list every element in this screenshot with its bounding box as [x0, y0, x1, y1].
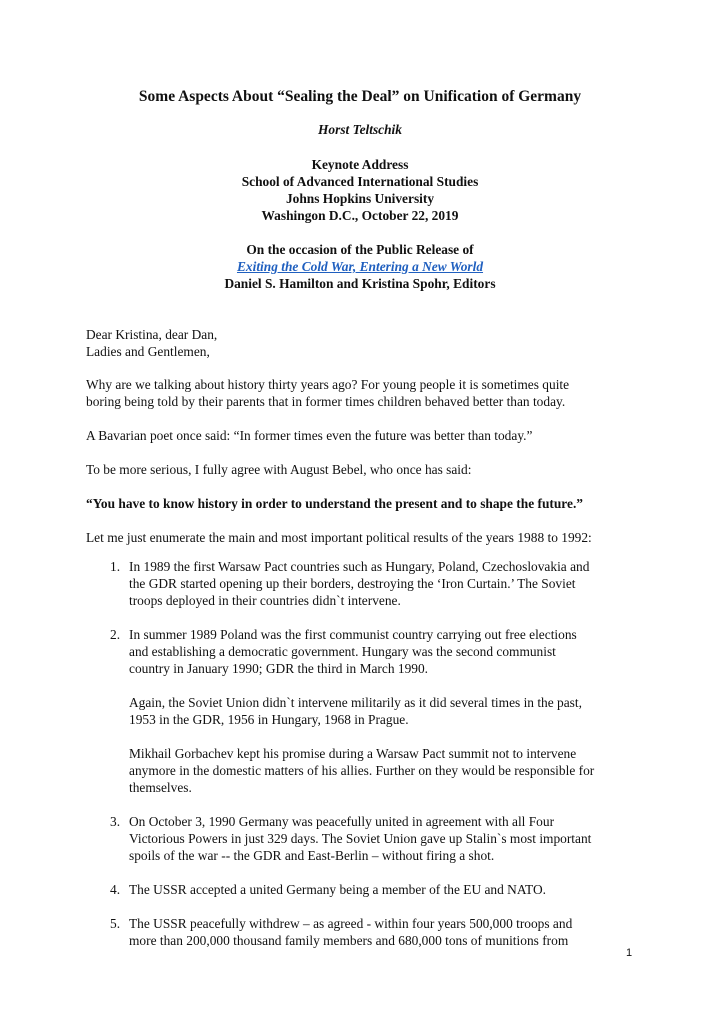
- event-line: Washingon D.C., October 22, 2019: [261, 208, 459, 223]
- list-item-line: The USSR peacefully withdrew – as agreed - within four years 500,000 troops and: [129, 916, 573, 931]
- list-item-line: The USSR accepted a united Germany being a member of the EU and NATO.: [129, 882, 546, 897]
- event-line: School of Advanced International Studies: [241, 174, 479, 189]
- list-item-line: country in January 1990; GDR the third in March 1990.: [129, 661, 429, 676]
- list-number: 2.: [110, 627, 121, 642]
- list-number: 1.: [110, 559, 121, 574]
- list-item-line: Again, the Soviet Union didn`t intervene militarily as it did several times in the past,: [129, 695, 582, 710]
- list-item-line: On October 3, 1990 Germany was peacefully united in agreement with all Four: [129, 814, 555, 829]
- occasion-line: On the occasion of the Public Release of: [246, 242, 474, 257]
- paragraph-line: Let me just enumerate the main and most important political results of the years 1988 to 1992:: [86, 530, 592, 545]
- book-title-link[interactable]: Exiting the Cold War, Entering a New World: [236, 259, 484, 274]
- list-item-line: 1953 in the GDR, 1956 in Hungary, 1968 in Prague.: [129, 712, 409, 727]
- editors-line: Daniel S. Hamilton and Kristina Spohr, Editors: [224, 276, 496, 291]
- list-item-line: Mikhail Gorbachev kept his promise during a Warsaw Pact summit not to intervene: [129, 746, 577, 761]
- list-item-line: In summer 1989 Poland was the first communist country carrying out free elections: [129, 627, 577, 642]
- list-number: 4.: [110, 882, 121, 897]
- event-line: Keynote Address: [311, 157, 409, 172]
- list-number: 3.: [110, 814, 121, 829]
- event-line: Johns Hopkins University: [285, 191, 435, 206]
- book-title-line: [0, 258, 720, 276]
- list-item-line: In 1989 the first Warsaw Pact countries such as Hungary, Poland, Czechoslovakia and: [129, 559, 590, 574]
- list-item-line: and establishing a democratic government. Hungary was the second communist: [129, 644, 556, 659]
- list-item-line: troops deployed in their countries didn`t intervene.: [129, 593, 401, 608]
- paragraph-line: A Bavarian poet once said: “In former times even the future was better than today.”: [86, 428, 533, 443]
- list-item-line: Victorious Powers in just 329 days. The Soviet Union gave up Stalin`s most important: [129, 831, 592, 846]
- list-number: 5.: [110, 916, 121, 931]
- list-item-line: the GDR started opening up their borders, destroying the ‘Iron Curtain.’ The Soviet: [129, 576, 576, 591]
- document-title: Some Aspects About “Sealing the Deal” on Unification of Germany: [138, 88, 582, 105]
- list-item-line: themselves.: [129, 780, 192, 795]
- list-item-line: spoils of the war -- the GDR and East-Berlin – without firing a shot.: [129, 848, 495, 863]
- list-item-line: more than 200,000 thousand family members and 680,000 tons of munitions from: [129, 933, 569, 948]
- paragraph-line: To be more serious, I fully agree with August Bebel, who once has said:: [86, 462, 472, 477]
- list-item-line: anymore in the domestic matters of his allies. Further on they would be responsible for: [129, 763, 595, 778]
- bebel-quote: “You have to know history in order to understand the present and to shape the future.”: [86, 496, 583, 511]
- salutation-line: Ladies and Gentlemen,: [86, 344, 210, 359]
- author-name: Horst Teltschik: [318, 122, 402, 137]
- salutation-line: Dear Kristina, dear Dan,: [86, 327, 218, 342]
- paragraph-line: boring being told by their parents that in former times children behaved better than today.: [86, 394, 566, 409]
- paragraph-line: Why are we talking about history thirty years ago? For young people it is sometimes quite: [86, 377, 570, 392]
- page-number: 1: [626, 947, 633, 959]
